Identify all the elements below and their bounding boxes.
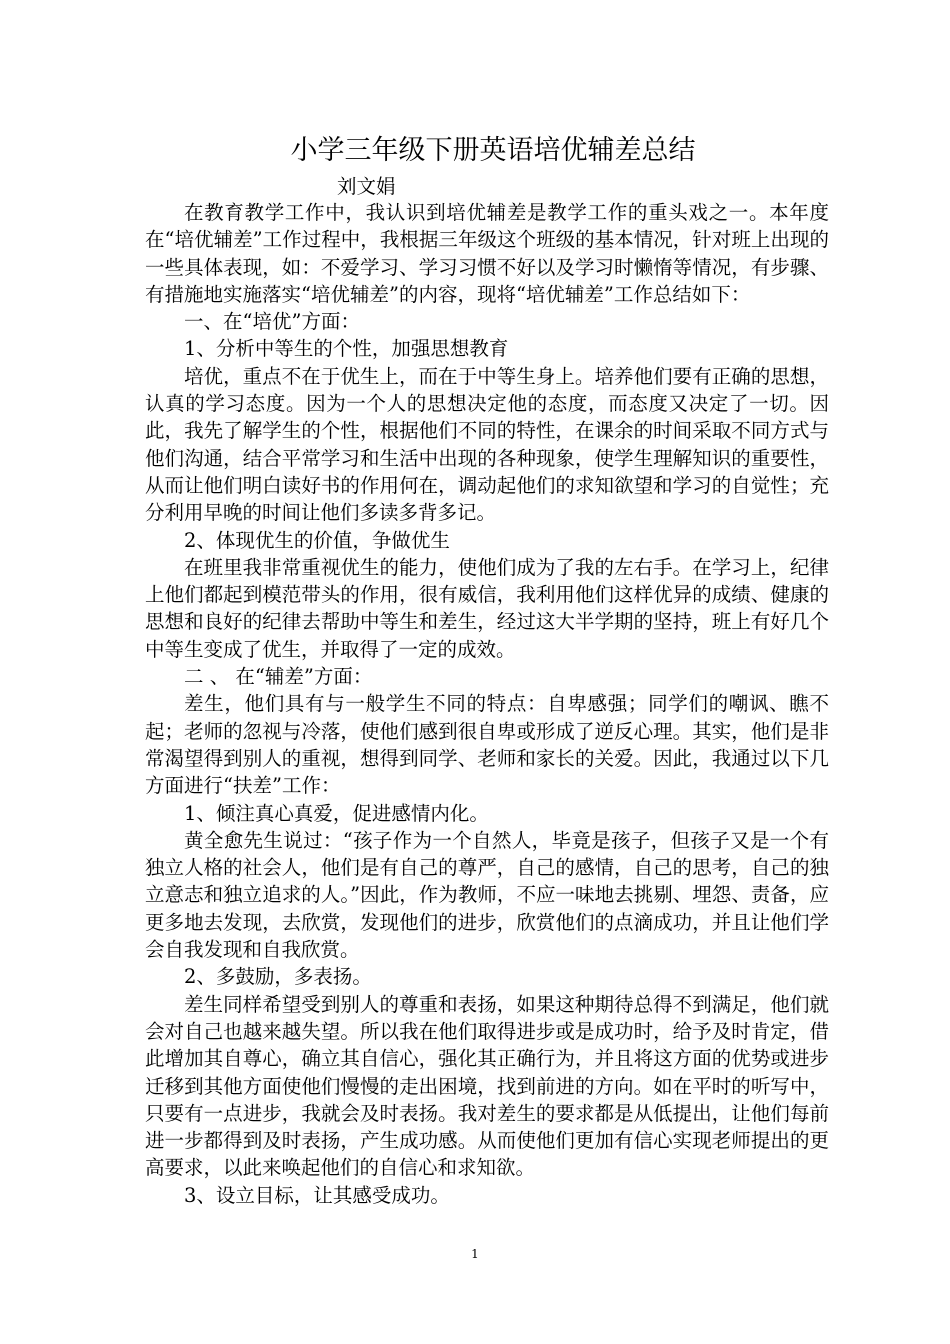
subheading-2-2: 2、多鼓励，多表扬。: [184, 965, 372, 989]
paragraph-2-1: 黄全愈先生说过：“孩子作为一个自然人，毕竟是孩子，但孩子又是一个有独立人格的社会人，他们是有自己的尊严，自己的感情，自己的思考，自己的独立意志和独立追求的人。”因此，作为教师，不应一味地去挑剔、埋怨、责备，应更多地去发现，去欣赏，发现他们的进步，欣赏他们的点滴成功，并且让他们学会自我发现和自我欣赏。: [145, 828, 829, 962]
paragraph-intro: 在教育教学工作中，我认识到培优辅差是教学工作的重头戏之一。本年度在“培优辅差”工作过程中，我根据三年级这个班级的基本情况，针对班上出现的一些具体表现，如：不爱学习、学习习惯不好以及学习时懒惰等情况，有步骤、有措施地实施落实“培优辅差”的内容，现将“培优辅差”工作总结如下：: [145, 201, 829, 306]
document-author: 刘文娟: [337, 175, 396, 198]
paragraph-2-2: 差生同样希望受到别人的尊重和表扬，如果这种期待总得不到满足，他们就会对自己也越来越失望。所以我在他们取得进步或是成功时，给予及时肯定，借此增加其自尊心，确立其自信心，强化其正确行为，并且将这方面的优势或进步迁移到其他方面使他们慢慢的走出困境，找到前进的方向。如在平时的听写中，只要有一点进步，我就会及时表扬。我对差生的要求都是从低提出，让他们每前进一步都得到及时表扬，产生成功感。从而使他们更加有信心实现老师提出的更高要求，以此来唤起他们的自信心和求知欲。: [145, 992, 829, 1180]
subheading-2-3: 3、设立目标，让其感受成功。: [184, 1183, 450, 1207]
document-body: [145, 199, 829, 1209]
subheading-1-2: 2、体现优生的价值，争做优生: [184, 528, 450, 552]
subheading-2-1: 1、倾注真心真爱，促进感情内化。: [184, 801, 489, 825]
heading-section-1: 一、在“培优”方面：: [184, 310, 360, 334]
heading-section-2: 二 、 在“辅差”方面：: [184, 665, 373, 689]
page-number: 1: [471, 1247, 479, 1261]
paragraph-2-intro: 差生，他们具有与一般学生不同的特点：自卑感强；同学们的嘲讽、瞧不起；老师的忽视与冷落，使他们感到很自卑或形成了逆反心理。其实，他们是非常渴望得到别人的重视，想得到同学、老师和家长的关爱。因此，我通过以下几方面进行“扶差”工作：: [145, 692, 829, 798]
document-title: 小学三年级下册英语培优辅差总结: [290, 135, 696, 166]
paragraph-1-1: 培优，重点不在于优生上，而在于中等生身上。培养他们要有正确的思想，认真的学习态度。因为一个人的思想决定他的态度，而态度又决定了一切。因此，我先了解学生的个性，根据他们不同的特性，在课余的时间采取不同方式与他们沟通，结合平常学习和生活中出现的各种现象，使学生理解知识的重要性，从而让他们明白读好书的作用何在，调动起他们的求知欲望和学习的自觉性；充分利用早晚的时间让他们多读多背多记。: [145, 364, 829, 525]
paragraph-1-2: 在班里我非常重视优生的能力，使他们成为了我的左右手。在学习上，纪律上他们都起到模范带头的作用，很有威信，我利用他们这样优异的成绩、健康的思想和良好的纪律去帮助中等生和差生，经过这大半学期的坚持，班上有好几个中等生变成了优生，并取得了一定的成效。: [145, 555, 829, 661]
subheading-1-1: 1、分析中等生的个性，加强思想教育: [184, 337, 509, 361]
